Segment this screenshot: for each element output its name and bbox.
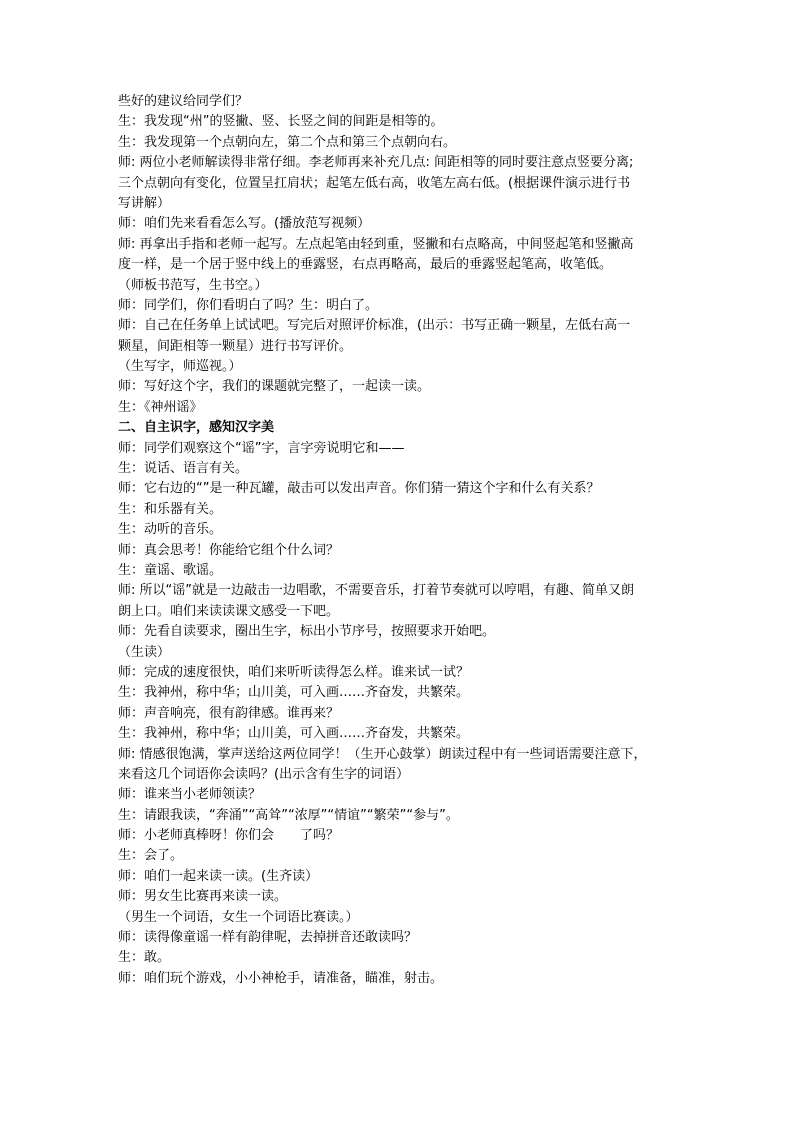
- text-line: 师：读得像童谣一样有韵律呢，去掉拼音还敢读吗？: [118, 930, 418, 946]
- text-line: （生写字，师巡视。）: [118, 359, 242, 375]
- text-line: 师：它右边的“”是一种瓦罐，敲击可以发出声音。你们猜一猜这个字和什么有关系？: [118, 481, 600, 497]
- text-line: 生：童谣、歌谣。: [118, 562, 223, 578]
- text-line: 颗星，间距相等一颗星）进行书写评价。: [118, 338, 353, 354]
- text-line: （师板书范写，生书空。）: [118, 277, 268, 293]
- text-line: 生：我发现“州”的竖撇、竖、长竖之间的间距是相等的。: [118, 114, 444, 130]
- text-line: 生：说话、语言有关。: [118, 461, 249, 477]
- text-line: 师：同学们，你们看明白了吗？生：明白了。: [118, 297, 379, 313]
- text-line: 师：自己在任务单上试试吧。写完后对照评价标准，(出示：书写正确一颗星，左低右高一: [118, 318, 631, 334]
- text-line: 师：男女生比赛再来读一读。: [118, 889, 288, 905]
- text-line: 师：真会思考！你能给它组个什么词？: [118, 542, 340, 558]
- text-line: 生：会了。: [118, 848, 184, 864]
- text-line: 生：我发现第一个点朝向左，第二个点和第三个点朝向右。: [118, 134, 457, 150]
- text-line: 生：和乐器有关。: [118, 501, 223, 517]
- text-line: 生：《神州谣》: [118, 399, 203, 415]
- text-line: 师：小老师真棒呀！你们会 了吗？: [118, 828, 340, 844]
- document-page: [118, 92, 678, 989]
- text-line: 写讲解）: [118, 195, 171, 211]
- text-line: 生：我神州，称中华；山川美，可入画……齐奋发，共繁荣。: [118, 726, 470, 742]
- text-line: 师：谁来当小老师领读？: [118, 787, 262, 803]
- text-line: 师：咱们玩个游戏，小小神枪手，请准备，瞄准，射击。: [118, 970, 444, 986]
- text-line: 师：咱们一起来读一读。(生齐读）: [118, 868, 319, 884]
- text-line: 师: 情感很饱满，掌声送给这两位同学！（生开心鼓掌）朗读过程中有一些词语需要注意下，: [118, 746, 647, 762]
- text-line: 度一样，是一个居于竖中线上的垂露竖，右点再略高，最后的垂露竖起笔高，收笔低。: [118, 257, 613, 273]
- text-line: 师：咱们先来看看怎么写。(播放范写视频）: [118, 216, 371, 232]
- text-line: 三个点朝向有变化，位置呈扛肩状；起笔左低右高，收笔左高右低。(根据课件演示进行书: [118, 175, 631, 191]
- text-line: 来看这几个词语你会读吗？(出示含有生字的词语）: [118, 766, 410, 782]
- text-line: 生：我神州，称中华；山川美，可入画……齐奋发，共繁荣。: [118, 685, 470, 701]
- text-line: 师：先看自读要求，圈出生字，标出小节序号，按照要求开始吧。: [118, 624, 496, 640]
- text-line: 师: 两位小老师解读得非常仔细。李老师再来补充几点: 间距相等的同时要注意点竖要分离;: [118, 155, 634, 171]
- text-line: 些好的建议给同学们？: [118, 94, 249, 109]
- text-line: （男生一个词语，女生一个词语比赛读。）: [118, 909, 359, 925]
- text-line: 朗上口。咱们来读读课文感受一下吧。: [118, 603, 340, 619]
- text-line: 师: 再拿出手指和老师一起写。左点起笔由轻到重，竖撇和右点略高，中间竖起笔和竖撇高: [118, 236, 634, 252]
- text-line: （生读）: [118, 644, 171, 660]
- text-line: 师: 所以“谣”就是一边敲击一边唱歌，不需要音乐，打着节奏就可以哼唱，有趣、简单又朗: [118, 583, 634, 599]
- text-line: 师：写好这个字，我们的课题就完整了，一起读一读。: [118, 379, 431, 395]
- text-line: 师：完成的速度很快，咱们来听听读得怎么样。谁来试一试？: [118, 664, 470, 680]
- section-heading: 二、自主识字，感知汉字美: [118, 420, 275, 436]
- text-line: 师：声音响亮，很有韵律感。谁再来？: [118, 705, 340, 721]
- text-line: 生：请跟我读，“奔涌”“高耸”“浓厚”“情谊”“繁荣”“参与”。: [118, 807, 459, 823]
- text-line: 生：敢。: [118, 950, 171, 966]
- text-line: 师：同学们观察这个“谣”字，言字旁说明它和——: [118, 440, 405, 456]
- text-line: 生：动听的音乐。: [118, 522, 223, 538]
